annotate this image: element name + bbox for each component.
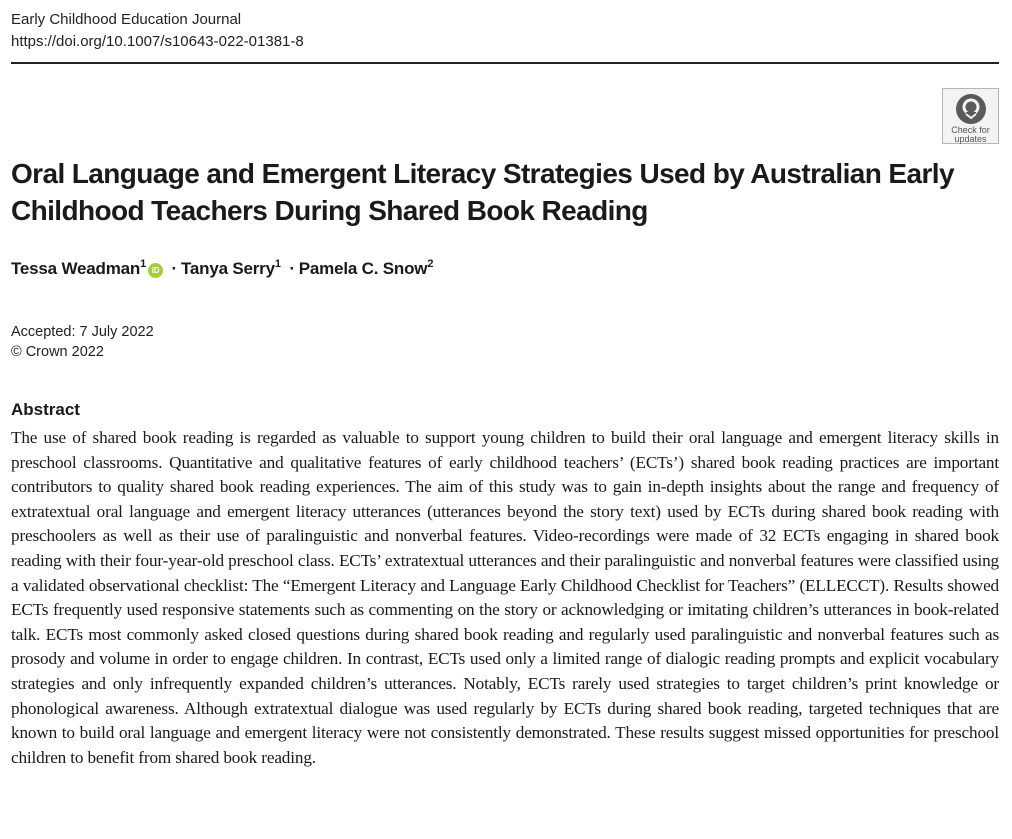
author-name: Tessa Weadman — [11, 259, 141, 278]
copyright-notice: © Crown 2022 — [11, 344, 104, 360]
article-title: Oral Language and Emergent Literacy Strategies Used by Australian Early Childhood Teachers During Shared Book Reading — [11, 158, 954, 226]
crossmark-icon — [955, 93, 987, 125]
check-for-updates-badge[interactable] — [942, 88, 999, 144]
author-separator: · — [171, 259, 177, 278]
abstract-heading: Abstract — [11, 400, 80, 419]
article-dates — [11, 322, 154, 362]
orcid-icon[interactable]: iD — [148, 263, 163, 278]
crossmark-label-line1: Check for — [951, 125, 990, 135]
journal-name: Early Childhood Education Journal — [11, 11, 242, 28]
crossmark-label-line2: updates — [954, 134, 987, 144]
author-affiliation: 1 — [274, 258, 281, 270]
author-name: Pamela C. Snow — [298, 259, 428, 278]
author-name: Tanya Serry — [180, 259, 275, 278]
author-affiliation: 2 — [427, 258, 434, 270]
header-divider — [11, 62, 999, 64]
author-separator: · — [289, 259, 295, 278]
doi-link[interactable]: https://doi.org/10.1007/s10643-022-01381-8 — [11, 33, 304, 50]
journal-header — [11, 9, 304, 53]
author-list — [11, 259, 433, 279]
author-affiliation: 1 — [140, 258, 146, 270]
accepted-date: Accepted: 7 July 2022 — [11, 324, 154, 340]
abstract-text: The use of shared book reading is regarded as valuable to support young children to build their oral language and emergent literacy skills in preschool classrooms. Quantitative and qualitative features of early childhood teachers’ (ECTs’) shared book reading practices are important contributors to quality shared book reading experiences. The aim of this study was to gain in-depth insights about the range and frequency of extratextual oral language and emergent literacy utterances (utterances beyond the story text) used by ECTs during shared book reading with preschoolers as well as their use of paralinguistic and nonverbal features. Video-recordings were made of 32 ECTs engaging in shared book reading with their four-year-old preschool class. ECTs’ extratextual utterances and their paralinguistic and nonverbal features were classified using a validated observational checklist: The “Emergent Literacy and Language Early Childhood Checklist for Teachers” (ELLECCT). Results showed ECTs frequently used responsive statements such as commenting on the story or acknowledging or imitating children’s utterances in book-related talk. ECTs most commonly asked closed questions during shared book reading and regularly used paralinguistic and nonverbal features such as prosody and volume in order to engage children. In contrast, ECTs used only a limited range of dialogic reading prompts and explicit vocabulary strategies and only infrequently expanded children’s utterances. Notably, ECTs rarely used strategies to target children’s print knowledge or phonological awareness. Although extratextual dialogue was used regularly by ECTs during shared book reading, targeted techniques that are known to build oral language and emergent literacy were not consistently demonstrated. These results suggest missed opportunities for preschool children to benefit from shared book reading. — [11, 428, 999, 767]
